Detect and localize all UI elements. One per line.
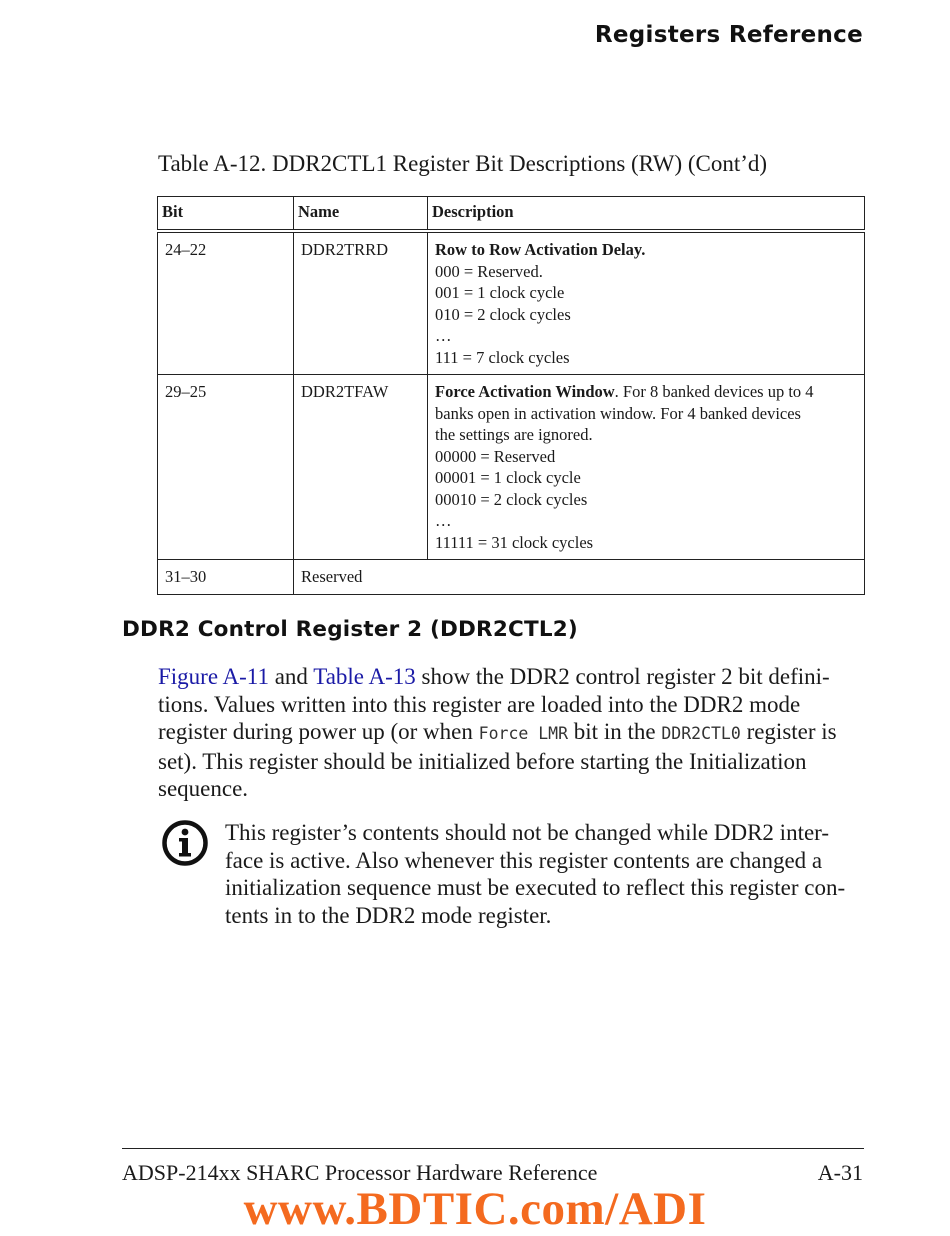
description-line: … xyxy=(435,511,452,530)
table-row xyxy=(158,560,865,595)
figure-link[interactable]: Figure A-11 xyxy=(158,664,269,689)
footer-title: ADSP-214xx SHARC Processor Hardware Reference xyxy=(122,1160,598,1185)
description-title: Row to Row Activation Delay. xyxy=(435,240,646,259)
description-line: 010 = 2 clock cycles xyxy=(435,304,571,324)
footer-divider xyxy=(122,1148,864,1149)
note-text xyxy=(225,819,865,929)
description-line: banks open in activation window. For 4 banked devices xyxy=(435,403,801,423)
table-row xyxy=(158,375,865,560)
description-line: 111 = 7 clock cycles xyxy=(435,347,570,367)
section-heading: DDR2 Control Register 2 (DDR2CTL2) xyxy=(122,617,578,642)
cell-bit: 31–30 xyxy=(158,560,294,595)
bit-description-table xyxy=(157,196,865,595)
description-line: 00010 = 2 clock cycles xyxy=(435,489,588,509)
watermark: www.BDTIC.com/ADI xyxy=(243,1183,707,1235)
cell-bit: 24–22 xyxy=(158,231,294,375)
paragraph-text: and xyxy=(268,664,314,689)
running-head: Registers Reference xyxy=(594,22,863,48)
note-line: tents in to the DDR2 mode register. xyxy=(225,902,552,928)
page-number: A-31 xyxy=(817,1160,863,1185)
table-header-row xyxy=(158,197,865,232)
column-header-name: Name xyxy=(294,197,428,232)
description-line: the settings are ignored. xyxy=(435,425,593,444)
note-line: face is active. Also whenever this register contents are changed a xyxy=(225,847,823,873)
cell-description xyxy=(428,231,865,375)
column-header-bit: Bit xyxy=(158,197,294,232)
paragraph-line: sequence. xyxy=(158,776,249,801)
table-link[interactable]: Table A-13 xyxy=(313,664,416,689)
description-line: 11111 = 31 clock cycles xyxy=(435,532,594,552)
cell-description xyxy=(428,375,865,560)
paragraph-text: register is xyxy=(740,719,837,744)
paragraph-text: bit in the xyxy=(568,719,662,744)
info-icon xyxy=(161,819,209,867)
paragraph-text: show the DDR2 control register 2 bit defini- xyxy=(415,664,830,689)
description-title: Force Activation Window xyxy=(435,382,615,401)
code-force-lmr: Force LMR xyxy=(478,724,569,743)
note-line: initialization sequence must be executed to reflect this register con- xyxy=(225,875,846,900)
cell-bit: 29–25 xyxy=(158,375,294,560)
description-line: 001 = 1 clock cycle xyxy=(435,283,565,302)
description-line: 000 = Reserved. xyxy=(435,261,543,281)
code-ddr2ctl0: DDR2CTL0 xyxy=(661,724,741,743)
table-caption: Table A-12. DDR2CTL1 Register Bit Descriptions (RW) (Cont’d) xyxy=(158,151,768,176)
description-line: 00000 = Reserved xyxy=(435,446,556,466)
body-paragraph xyxy=(158,663,866,803)
description-line: … xyxy=(435,326,452,345)
cell-name: Reserved xyxy=(294,560,865,595)
cell-name: DDR2TRRD xyxy=(294,231,428,375)
note-line: This register’s contents should not be changed while DDR2 inter- xyxy=(225,820,830,845)
column-header-description: Description xyxy=(428,197,865,232)
paragraph-line: tions. Values written into this register are loaded into the DDR2 mode xyxy=(158,691,801,717)
description-title-tail: . For 8 banked devices up to 4 xyxy=(614,382,814,401)
paragraph-text: register during power up (or when xyxy=(158,719,479,744)
cell-name: DDR2TFAW xyxy=(294,375,428,560)
table-row xyxy=(158,231,865,375)
paragraph-line: set). This register should be initialized before starting the Initialization xyxy=(158,748,807,774)
description-line: 00001 = 1 clock cycle xyxy=(435,468,581,487)
